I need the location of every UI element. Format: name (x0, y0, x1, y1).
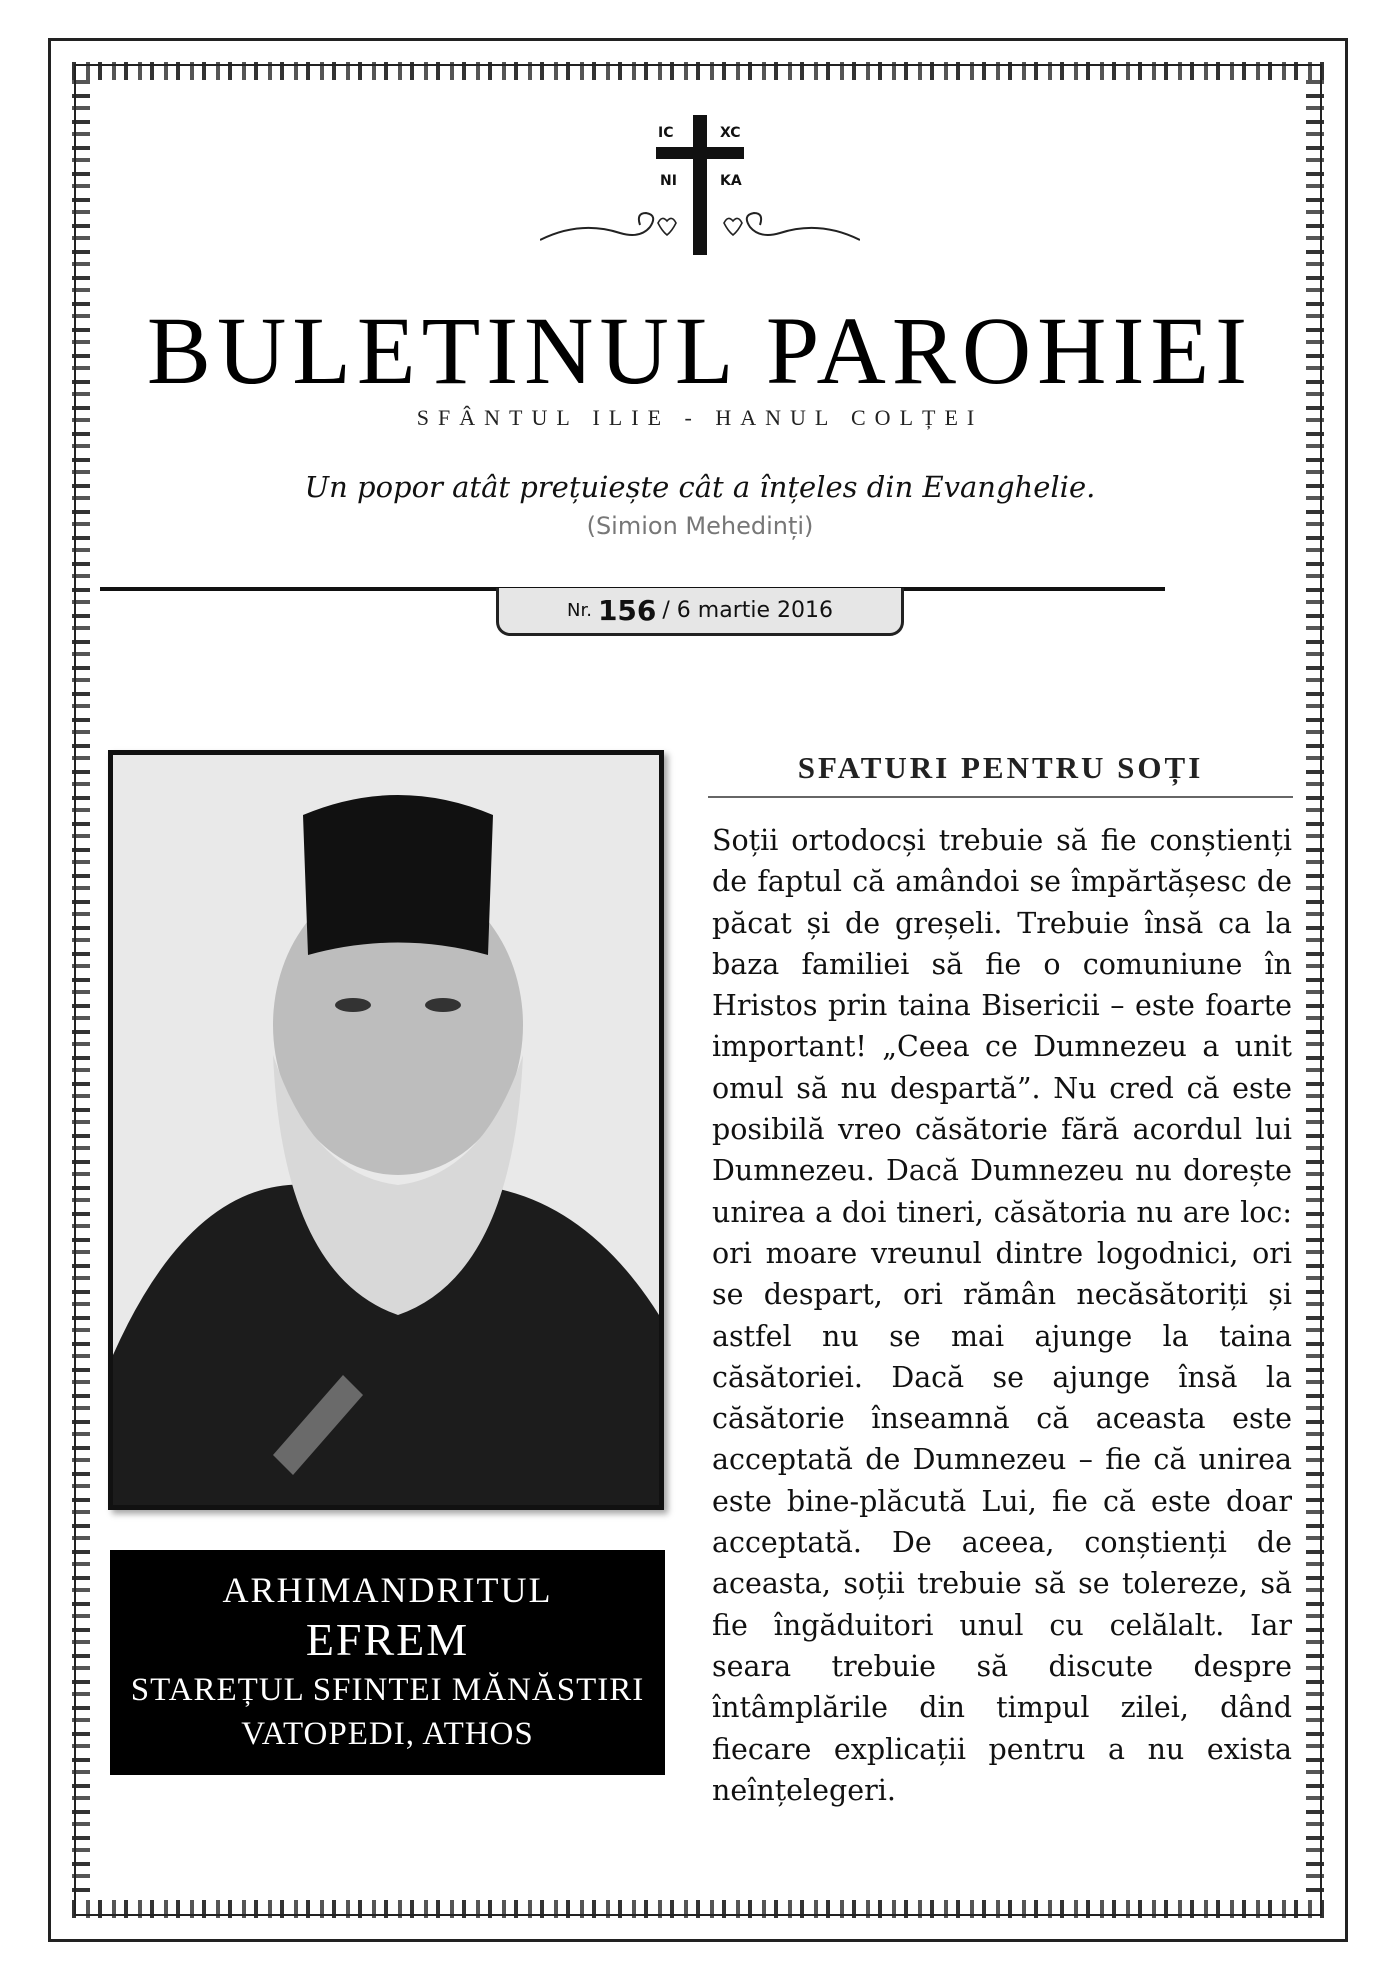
caption-rank: ARHIMANDRITUL (222, 1570, 553, 1610)
motto-quote: Un popor atât prețuiește cât a înțeles din Evanghelie. (304, 470, 1096, 504)
issue-number: 156 (597, 594, 657, 627)
article-title: SFATURI PENTRU SOȚI (797, 750, 1204, 785)
emblem-letter-ic: IC (658, 125, 674, 141)
portrait-illustration (113, 755, 659, 1505)
orthodox-cross-icon (540, 115, 860, 265)
photo-caption (110, 1550, 665, 1775)
emblem-letter-ka: KA (720, 173, 742, 189)
issue-date: / 6 martie 2016 (662, 598, 833, 623)
issue-tab (496, 588, 904, 636)
parish-subtitle: SFÂNTUL ILIE - HANUL COLȚEI (416, 405, 984, 430)
article-title-divider (708, 796, 1293, 798)
portrait-photo (108, 750, 664, 1510)
motto-author: (Simion Mehedinți) (586, 512, 814, 540)
caption-name: EFREM (305, 1614, 470, 1665)
article-body: Soții ortodocși trebuie să fie conștienți de faptul că amândoi se împărtășesc de păcat și de greșeli. Trebuie însă ca la baza familiei să fie o comuniune în Hristos prin taina Bisericii – este foarte important! „Ceea ce Dumnezeu a unit omul să nu despartă”. Nu cred că este posibilă vreo căsătorie fără acordul lui Dumnezeu. Dacă Dumnezeu nu dorește unirea a doi tineri, căsătoria nu are loc: ori moare vreunul dintre logodnici, ori se despart, ori rămân necăsătoriți și astfel nu se mai ajunge la taina căsătoriei. Dacă se ajunge însă la căsătorie înseamnă că aceasta este acceptată de Dumnezeu – fie că unirea este bine-plăcută Lui, fie că este doar acceptată. De aceea, conștienți de aceasta, soții trebuie să se tolereze, să fie îngăduitori unul cu celălalt. Iar seara trebuie să discute despre întâmplările din timpul zilei, dând fiecare explicații pentru a nu exista neînțelegeri. (712, 824, 1292, 1807)
emblem-letter-ni: NI (660, 173, 677, 189)
caption-monastery: VATOPEDI, ATHOS (241, 1716, 534, 1752)
emblem-letter-xc: XC (720, 125, 741, 141)
bulletin-title: BULETINUL PAROHIEI (146, 297, 1254, 404)
caption-role: STAREȚUL SFINTEI MĂNĂSTIRI (130, 1672, 645, 1708)
issue-prefix: Nr. (567, 600, 592, 621)
